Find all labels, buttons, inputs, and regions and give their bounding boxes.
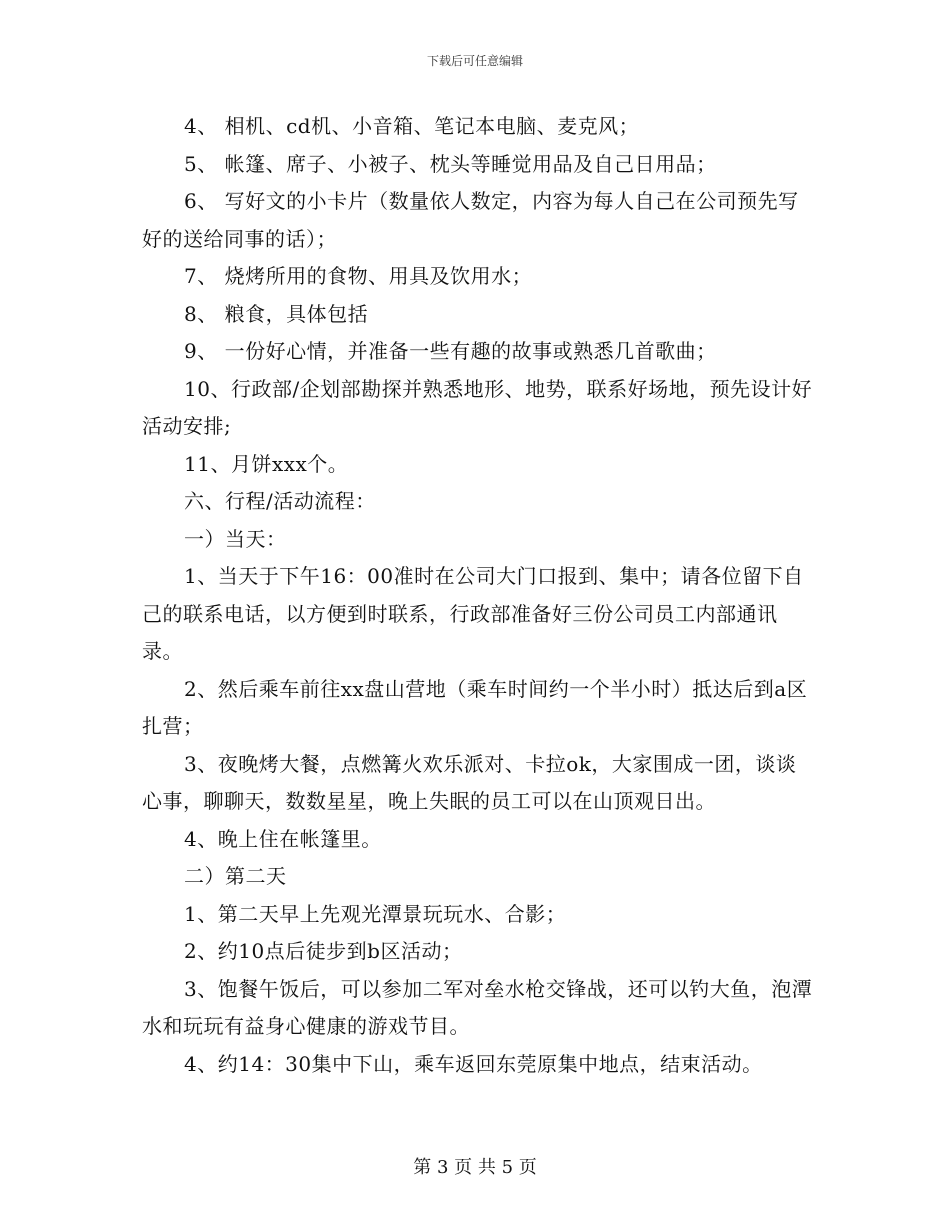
list-item: 4、 相机、cd机、小音箱、笔记本电脑、麦克风； [184, 114, 640, 138]
list-item: 1、当天于下午16：00准时在公司大门口报到、集中；请各位留下自己的联系电话，以方便到时联系，行政部准备好三份公司员工内部通讯录。 [142, 564, 804, 663]
subsection-heading: 二）第二天 [184, 864, 287, 888]
document-body [142, 108, 814, 1083]
page-number: 第 3 页 共 5 页 [413, 1157, 537, 1178]
list-item: 7、 烧烤所用的食物、用具及饮用水； [184, 264, 533, 288]
list-item: 1、第二天早上先观光潭景玩玩水、合影； [184, 901, 567, 926]
list-item: 9、 一份好心情，并准备一些有趣的故事或熟悉几首歌曲； [184, 339, 717, 363]
list-item: 3、夜晚烤大餐，点燃篝火欢乐派对、卡拉ok，大家围成一团，谈谈心事，聊聊天，数数星星，晚上失眠的员工可以在山顶观日出。 [142, 751, 797, 813]
list-item: 4、晚上住在帐篷里。 [184, 826, 382, 851]
list-item: 10、行政部/企划部勘探并熟悉地形、地势，联系好场地，预先设计好活动安排; [142, 376, 813, 438]
section-heading: 六、行程/活动流程： [184, 489, 376, 513]
list-item: 4、约14：30集中下山，乘车返回东莞原集中地点，结束活动。 [184, 1051, 763, 1076]
list-item: 5、 帐篷、席子、小被子、枕头等睡觉用品及自己日用品； [184, 151, 717, 176]
list-item: 6、 写好文的小卡片（数量依人数定，内容为每人自己在公司预先写好的送给同事的话）； [142, 189, 799, 251]
subsection-heading: 一）当天： [184, 526, 287, 551]
list-item: 11、月饼xxx个。 [184, 451, 349, 476]
list-item: 3、饱餐午饭后，可以参加二军对垒水枪交锋战，还可以钓大鱼，泡潭水和玩玩有益身心健康的游戏节目。 [142, 976, 813, 1038]
list-item: 8、 粮食，具体包括 [184, 301, 369, 326]
page-header: 下载后可任意编辑 [426, 54, 523, 68]
list-item: 2、约10点后徒步到b区活动； [184, 939, 463, 963]
list-item: 2、然后乘车前往xx盘山营地（乘车时间约一个半小时）抵达后到a区扎营； [142, 676, 808, 738]
